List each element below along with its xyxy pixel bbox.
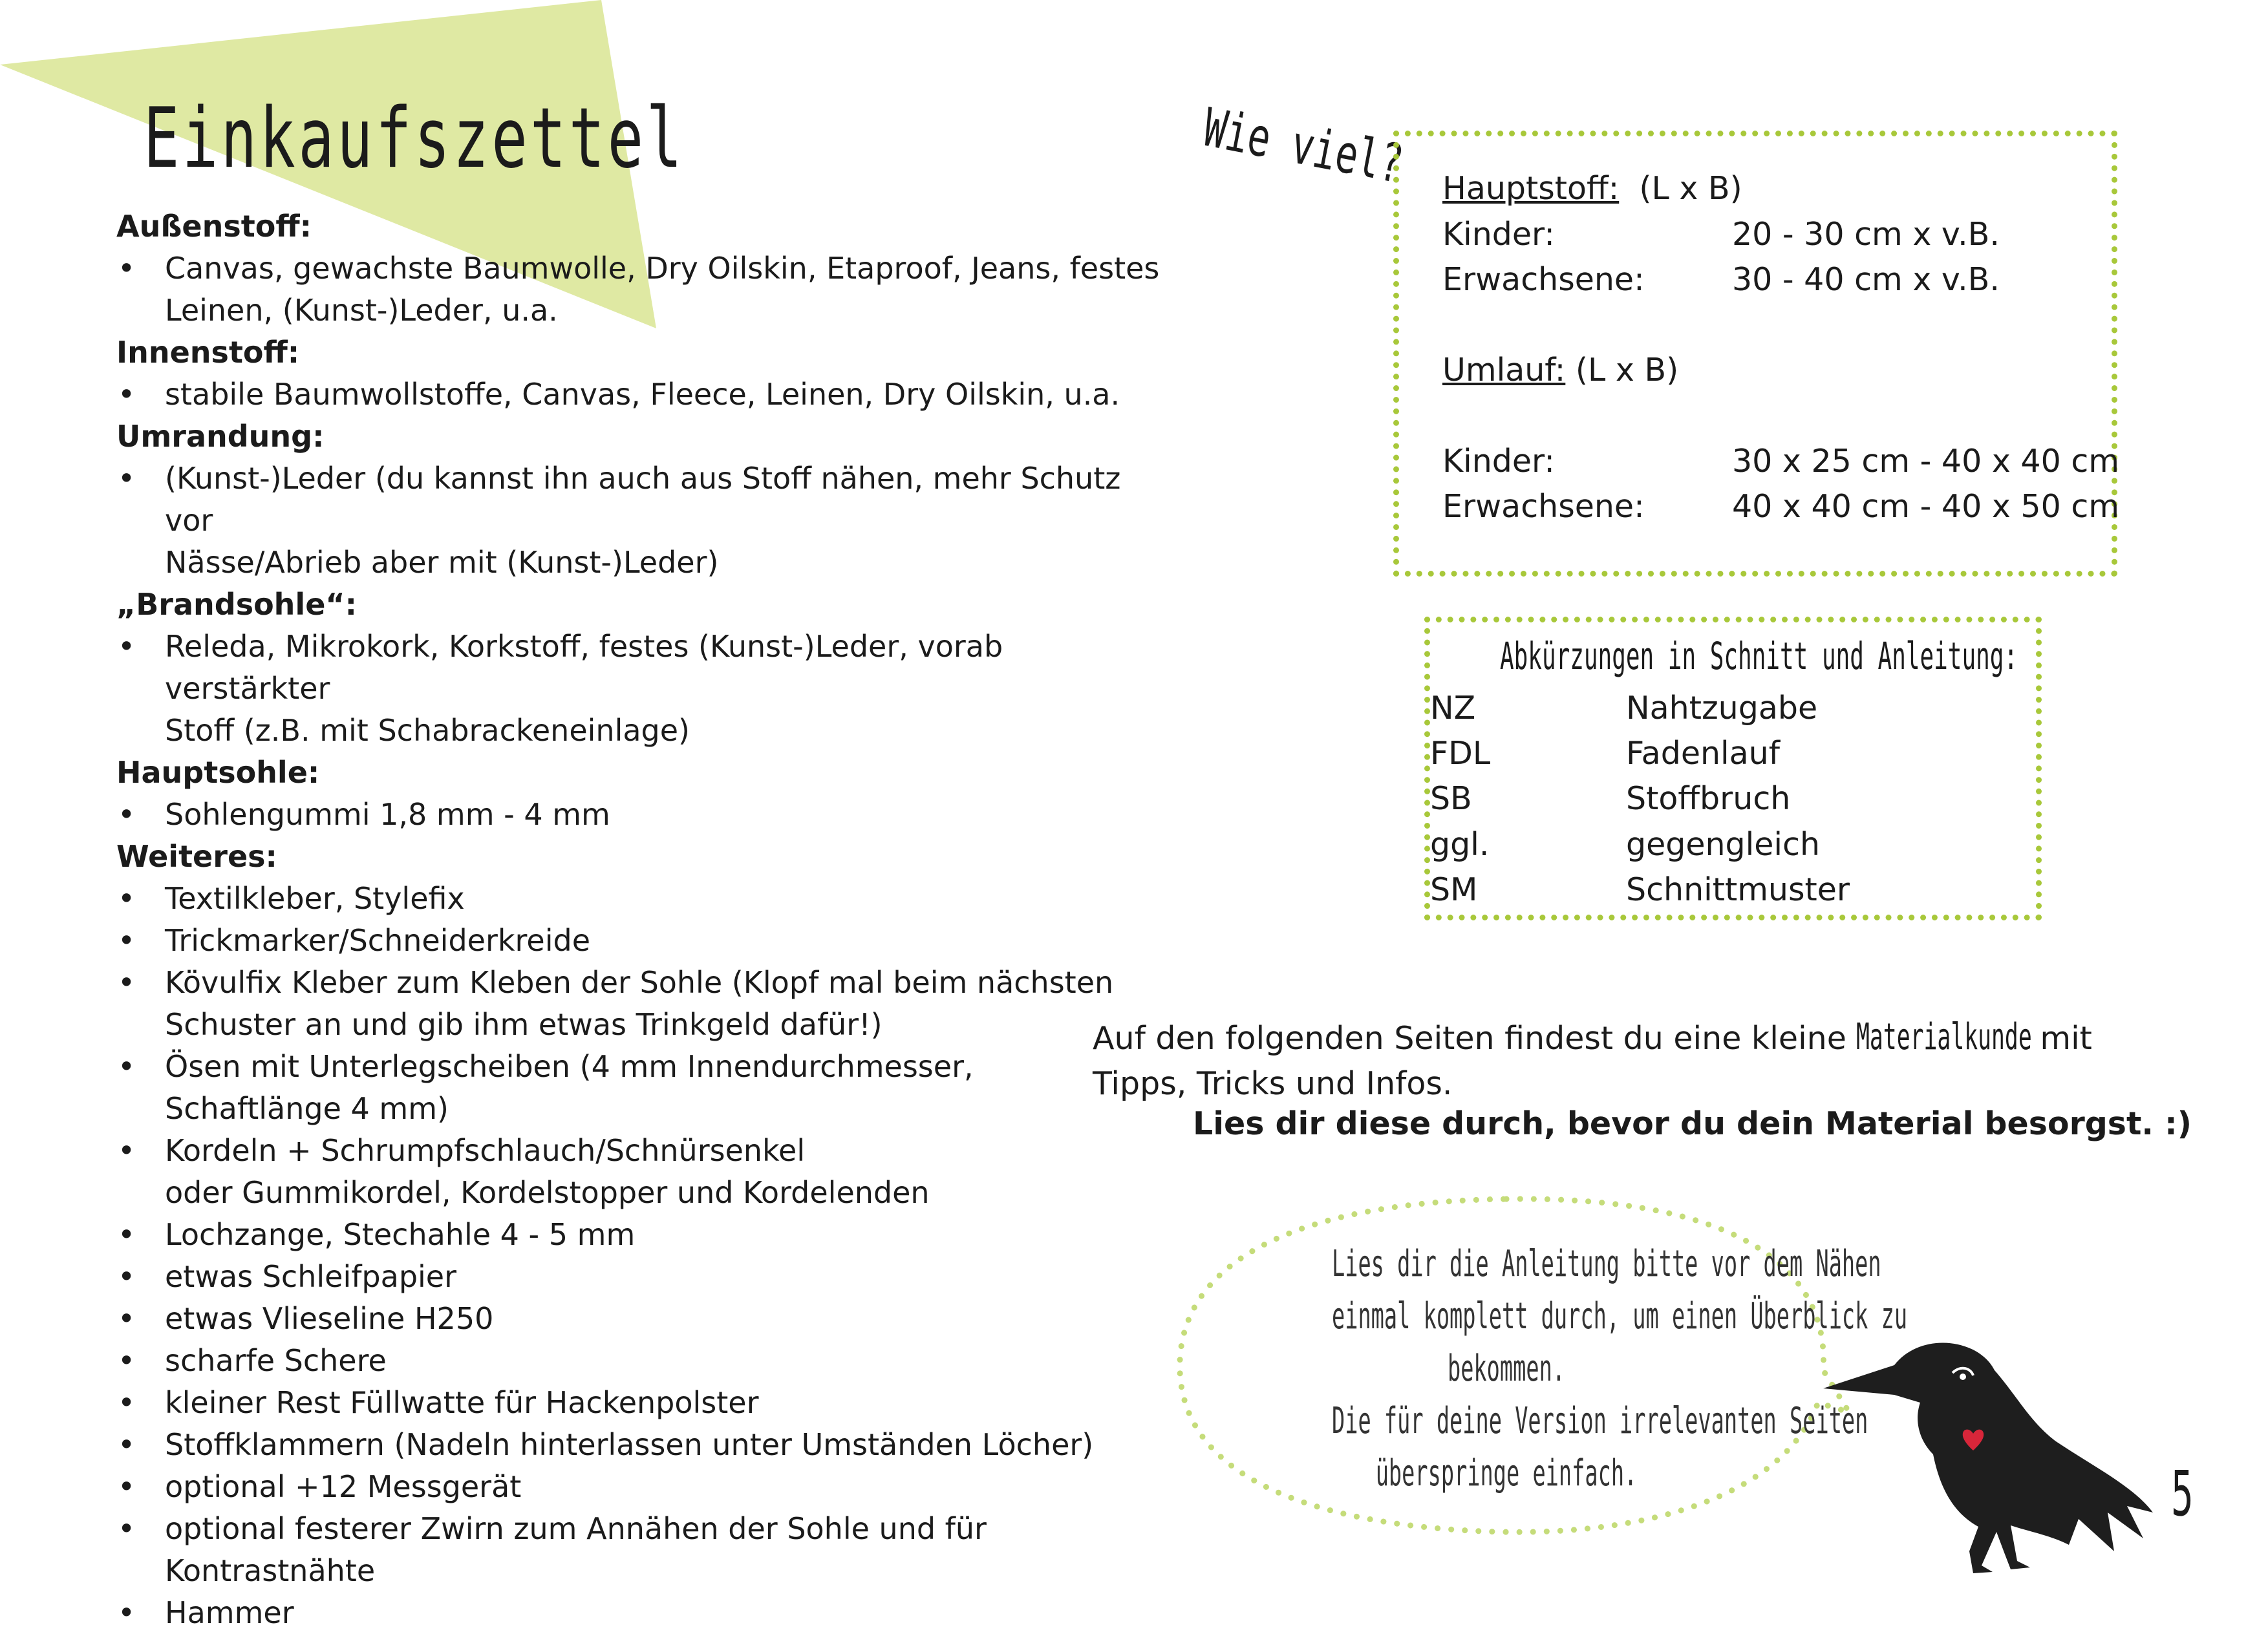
list-item-text: scharfe Schere: [165, 1343, 387, 1378]
list-item-text: Lochzange, Stechahle 4 - 5 mm: [165, 1217, 636, 1252]
section-heading: „Brandsohle“:: [116, 587, 358, 622]
list-item-text: Canvas, gewachste Baumwolle, Dry Oilskin, Etaproof, Jeans, festes Leinen, (Kunst-)Leder, u.a.: [165, 251, 1160, 328]
bullet-icon: •: [118, 1343, 136, 1378]
bubble-line: Die für deine Version irrelevanten Seiten: [1332, 1400, 1868, 1442]
kinder2-label: Kinder:: [1442, 443, 1555, 480]
kinder-value: 20 - 30 cm x v.B.: [1732, 216, 2000, 253]
abbr-meaning: Stoffbruch: [1626, 780, 1791, 817]
list-item-text: Ösen mit Unterlegscheiben (4 mm Innendurchmesser, Schaftlänge 4 mm): [165, 1049, 974, 1126]
umlauf-label: Umlauf:: [1442, 352, 1566, 388]
list-item-text: optional festerer Zwirn zum Annähen der Sohle und für Kontrastnähte: [165, 1511, 987, 1588]
list-item-text: optional +12 Messgerät: [165, 1469, 522, 1504]
page-number: 5: [2171, 1458, 2194, 1530]
crow-illustration: [1823, 1319, 2159, 1590]
section-heading: Weiteres:: [116, 839, 277, 874]
bullet-icon: •: [118, 1427, 136, 1462]
paragraph-text: mit: [2029, 1020, 2092, 1057]
abbr-meaning: Fadenlauf: [1626, 735, 1780, 772]
abbr-meaning: Nahtzugabe: [1626, 690, 1818, 727]
bullet-icon: •: [118, 881, 136, 916]
bullet-icon: •: [118, 1385, 136, 1420]
paragraph-line-2: Tipps, Tricks und Infos.: [1093, 1065, 1453, 1102]
list-item-text: stabile Baumwollstoffe, Canvas, Fleece, Leinen, Dry Oilskin, u.a.: [165, 377, 1120, 412]
list-item-text: (Kunst-)Leder (du kannst ihn auch aus Stoff nähen, mehr Schutz vor Nässe/Abrieb aber mit (Kunst-)Leder): [165, 461, 1121, 580]
abbr-code: NZ: [1430, 690, 1476, 727]
section-heading: Umrandung:: [116, 419, 325, 454]
bullet-icon: •: [118, 377, 136, 412]
bullet-icon: •: [118, 923, 136, 958]
bullet-icon: •: [118, 1217, 136, 1252]
abbreviations-heading: Abkürzungen in Schnitt und Anleitung:: [1500, 634, 2018, 678]
abbr-meaning: gegengleich: [1626, 826, 1821, 863]
bullet-icon: •: [118, 629, 136, 664]
bubble-line: einmal komplett durch, um einen Überblick zu: [1332, 1295, 1908, 1337]
abbr-meaning: Schnittmuster: [1626, 871, 1850, 908]
kinder-label: Kinder:: [1442, 216, 1555, 253]
abbr-code: ggl.: [1430, 826, 1490, 863]
wie-viel-heading: Wie viel?: [1198, 97, 1408, 196]
list-item-text: Textilkleber, Stylefix: [165, 881, 465, 916]
bullet-icon: •: [118, 1259, 136, 1294]
abbr-code: SM: [1430, 871, 1478, 908]
list-item-text: Releda, Mikrokork, Korkstoff, festes (Kunst-)Leder, vorab verstärkter Stoff (z.B. mit Schabrackeneinlage): [165, 629, 1003, 748]
hauptstoff-label: Hauptstoff:: [1442, 170, 1620, 207]
erwachsene2-label: Erwachsene:: [1442, 488, 1645, 525]
list-item-text: Sohlengummi 1,8 mm - 4 mm: [165, 797, 610, 832]
bullet-icon: •: [118, 251, 136, 286]
abbr-code: FDL: [1430, 735, 1491, 772]
list-item-text: Kordeln + Schrumpfschlauch/Schnürsenkel oder Gummikordel, Kordelstopper und Kordelenden: [165, 1133, 930, 1210]
bullet-icon: •: [118, 797, 136, 832]
list-item-text: kleiner Rest Füllwatte für Hackenpolster: [165, 1385, 759, 1420]
bullet-icon: •: [118, 1049, 136, 1084]
bullet-icon: •: [118, 1133, 136, 1168]
bullet-icon: •: [118, 1301, 136, 1336]
erwachsene2-value: 40 x 40 cm - 40 x 50 cm: [1732, 488, 2120, 525]
bullet-icon: •: [118, 965, 136, 1000]
bubble-line: Lies dir die Anleitung bitte vor dem Nähen: [1332, 1243, 1881, 1285]
list-item-text: etwas Vlieseline H250: [165, 1301, 494, 1336]
list-item-text: Trickmarker/Schneiderkreide: [165, 923, 590, 958]
list-item-text: Stoffklammern (Nadeln hinterlassen unter Umständen Löcher): [165, 1427, 1094, 1462]
bubble-line: überspringe einfach.: [1375, 1452, 1638, 1494]
page-title: Einkaufszettel: [144, 90, 685, 187]
umlauf-dims: (L x B): [1575, 352, 1679, 388]
bubble-text: [1215, 1238, 1908, 1500]
bullet-icon: •: [118, 1511, 136, 1546]
paragraph-text: Auf den folgenden Seiten findest du eine kleine: [1093, 1020, 1857, 1057]
section-heading: Außenstoff:: [116, 209, 312, 244]
section-heading: Innenstoff:: [116, 335, 300, 370]
erwachsene-value: 30 - 40 cm x v.B.: [1732, 261, 2000, 298]
abbr-code: SB: [1430, 780, 1472, 817]
bullet-icon: •: [118, 1469, 136, 1504]
bullet-icon: •: [118, 461, 136, 496]
list-item-text: Kövulfix Kleber zum Kleben der Sohle (Klopf mal beim nächsten Schuster an und gib ihm etwas Trinkgeld dafür!): [165, 965, 1114, 1042]
section-heading: Hauptsohle:: [116, 755, 320, 790]
materialkunde-word: Materialkunde: [1856, 1016, 2033, 1058]
list-item-text: Hammer: [165, 1595, 294, 1630]
hauptstoff-dims: (L x B): [1639, 170, 1742, 207]
bullet-icon: •: [118, 1595, 136, 1630]
erwachsene-label: Erwachsene:: [1442, 261, 1645, 298]
bubble-line: bekommen.: [1447, 1348, 1566, 1390]
read-before-buying-note: Lies dir diese durch, bevor du dein Material besorgst. :): [1193, 1105, 2192, 1142]
list-item-text: etwas Schleifpapier: [165, 1259, 457, 1294]
kinder2-value: 30 x 25 cm - 40 x 40 cm: [1732, 443, 2120, 480]
